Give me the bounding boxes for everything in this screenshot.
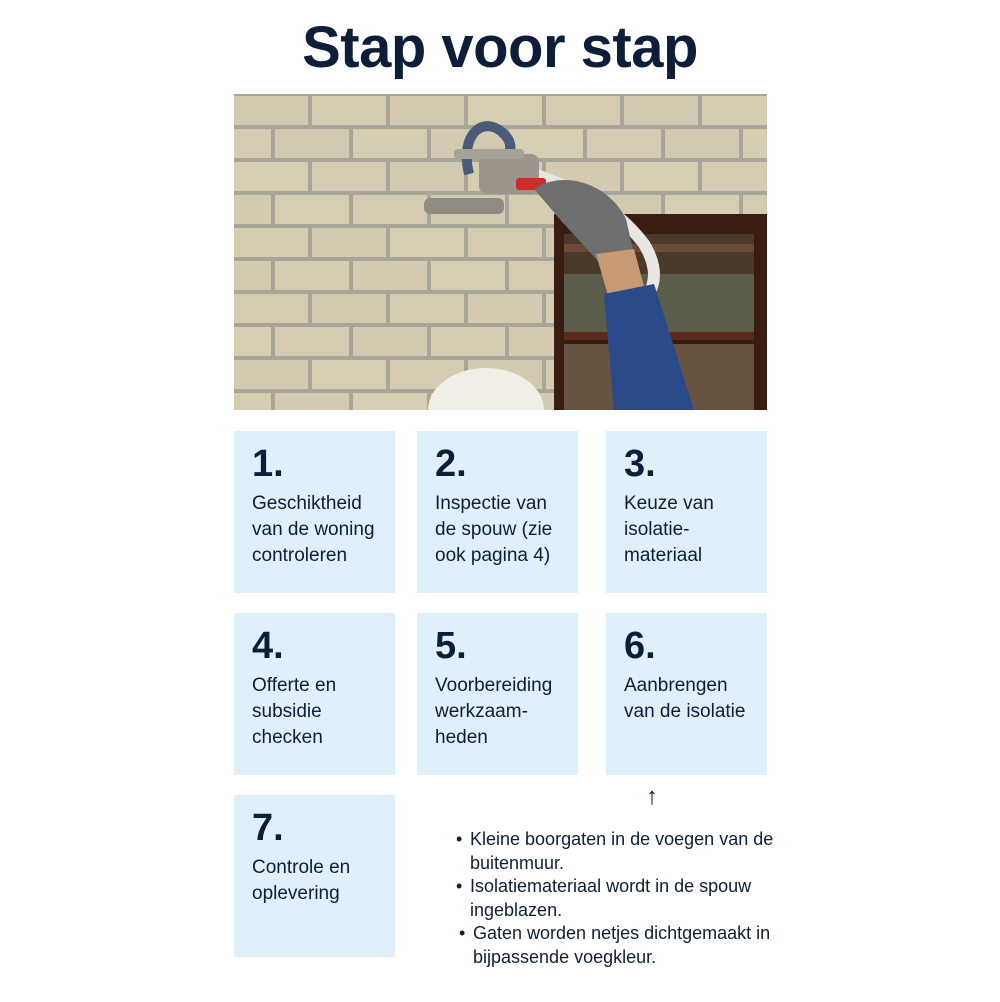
brick — [312, 162, 386, 191]
step-text: Geschiktheid van de woning controleren — [252, 493, 375, 566]
brick — [702, 162, 767, 191]
brick — [353, 393, 427, 410]
step-number: 7. — [252, 807, 284, 849]
brick — [353, 195, 427, 224]
brick — [431, 327, 505, 356]
brick — [312, 360, 386, 389]
brick — [275, 393, 349, 410]
step-text: Inspectie van de spouw (zie ook pagina 4) — [435, 493, 553, 566]
step-number: 1. — [252, 443, 284, 485]
step-card-1 — [234, 431, 395, 593]
step-number: 5. — [435, 625, 467, 667]
brick — [312, 96, 386, 125]
brick — [234, 294, 308, 323]
brick — [312, 294, 386, 323]
brick — [234, 162, 308, 191]
bullet-icon: • — [456, 829, 463, 849]
step-card-6 — [606, 613, 767, 775]
brick — [275, 129, 349, 158]
brick — [234, 261, 271, 290]
page-title: Stap voor stap — [302, 15, 698, 80]
brick — [312, 228, 386, 257]
brick — [624, 162, 698, 191]
brick — [390, 162, 464, 191]
brick — [702, 96, 767, 125]
brick — [390, 96, 464, 125]
arrow-up-icon: ↑ — [646, 783, 658, 810]
note-item — [456, 922, 776, 969]
brick — [353, 327, 427, 356]
note-item — [456, 828, 776, 875]
bullet-icon: • — [456, 876, 463, 896]
step-number: 6. — [624, 625, 656, 667]
brick — [468, 96, 542, 125]
step-number: 4. — [252, 625, 284, 667]
brick — [468, 228, 542, 257]
note-text: Isolatiemateriaal wordt in de spouw ingeblazen. — [470, 876, 752, 920]
brick — [275, 327, 349, 356]
step-text: Aanbrengen van de isolatie — [624, 675, 746, 722]
brick — [234, 228, 308, 257]
photo-illustration — [234, 94, 767, 410]
step-text: Offerte en subsidie checken — [252, 675, 337, 748]
brick — [390, 228, 464, 257]
brick — [431, 261, 505, 290]
step-card-7 — [234, 795, 395, 957]
note-text: Gaten worden netjes dichtgemaakt in bijpassende voegkleur. — [473, 923, 771, 967]
brick — [624, 96, 698, 125]
brick — [587, 129, 661, 158]
brick — [234, 96, 308, 125]
step-card-5 — [417, 613, 578, 775]
step-text: Keuze van isolatie-materiaal — [624, 493, 714, 566]
note-text: Kleine boorgaten in de voegen van de buitenmuur. — [470, 829, 774, 873]
brick — [275, 261, 349, 290]
brick — [390, 294, 464, 323]
step-text: Voorbereiding werkzaam-heden — [435, 675, 553, 748]
step-card-3 — [606, 431, 767, 593]
brick — [234, 129, 271, 158]
bullet-icon: • — [459, 923, 466, 943]
brick — [234, 327, 271, 356]
step-card-4 — [234, 613, 395, 775]
step-text: Controle en oplevering — [252, 857, 351, 904]
brick — [743, 129, 767, 158]
brick — [468, 294, 542, 323]
brick — [234, 195, 271, 224]
brick — [353, 129, 427, 158]
wall-insulation-photo — [234, 94, 767, 410]
step-card-2 — [417, 431, 578, 593]
brick — [234, 393, 271, 410]
brick — [353, 261, 427, 290]
brick — [234, 360, 308, 389]
step-6-notes — [456, 828, 776, 969]
brick — [665, 129, 739, 158]
note-item — [456, 875, 776, 922]
step-number: 3. — [624, 443, 656, 485]
brick — [546, 96, 620, 125]
brick — [275, 195, 349, 224]
step-number: 2. — [435, 443, 467, 485]
